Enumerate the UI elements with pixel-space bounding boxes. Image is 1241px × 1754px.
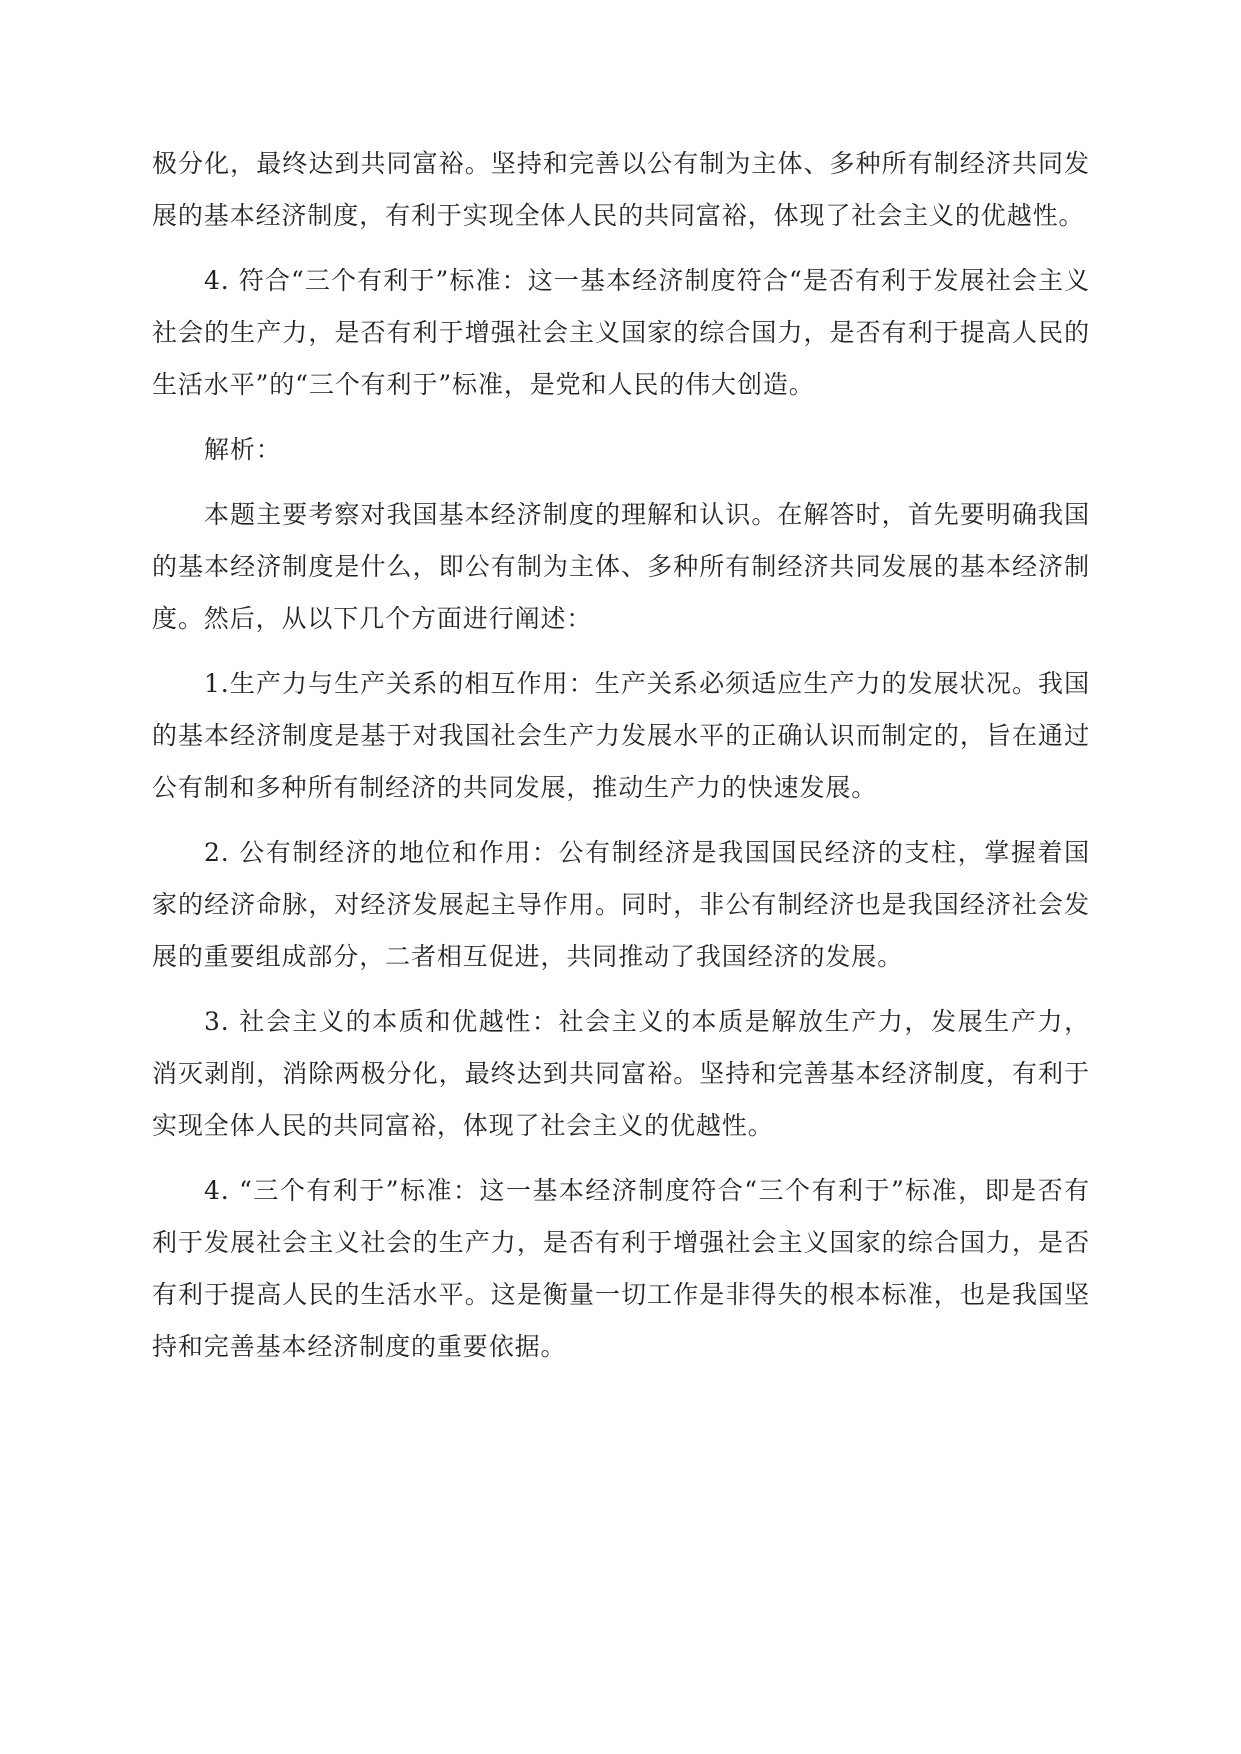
paragraph-analysis-point-1: 1.生产力与生产关系的相互作用：生产关系必须适应生产力的发展状况。我国的基本经济制度是基于对我国社会生产力发展水平的正确认识而制定的，旨在通过公有制和多种所有制经济的共同发展，推动生产力的快速发展。 [152,669,1090,802]
document-body [152,138,1090,1386]
paragraph-continuation: 极分化，最终达到共同富裕。坚持和完善以公有制为主体、多种所有制经济共同发展的基本经济制度，有利于实现全体人民的共同富裕，体现了社会主义的优越性。 [152,149,1090,230]
paragraph-analysis-point-3: 3. 社会主义的本质和优越性：社会主义的本质是解放生产力，发展生产力，消灭剥削，消除两极分化，最终达到共同富裕。坚持和完善基本经济制度，有利于实现全体人民的共同富裕，体现了社会主义的优越性。 [152,1007,1090,1140]
paragraph-analysis-intro: 本题主要考察对我国基本经济制度的理解和认识。在解答时，首先要明确我国的基本经济制度是什么，即公有制为主体、多种所有制经济共同发展的基本经济制度。然后，从以下几个方面进行阐述： [152,500,1090,633]
paragraph-point-4-standard: 4. 符合“三个有利于”标准：这一基本经济制度符合“是否有利于发展社会主义社会的生产力，是否有利于增强社会主义国家的综合国力，是否有利于提高人民的生活水平”的“三个有利于”标准，是党和人民的伟大创造。 [152,266,1090,399]
analysis-heading: 解析： [204,435,282,464]
paragraph-analysis-point-4: 4. “三个有利于”标准：这一基本经济制度符合“三个有利于”标准，即是否有利于发展社会主义社会的生产力，是否有利于增强社会主义国家的综合国力，是否有利于提高人民的生活水平。这是衡量一切工作是非得失的根本标准，也是我国坚持和完善基本经济制度的重要依据。 [152,1176,1090,1361]
paragraph-analysis-point-2: 2. 公有制经济的地位和作用：公有制经济是我国国民经济的支柱，掌握着国家的经济命脉，对经济发展起主导作用。同时，非公有制经济也是我国经济社会发展的重要组成部分，二者相互促进，共同推动了我国经济的发展。 [152,838,1090,971]
